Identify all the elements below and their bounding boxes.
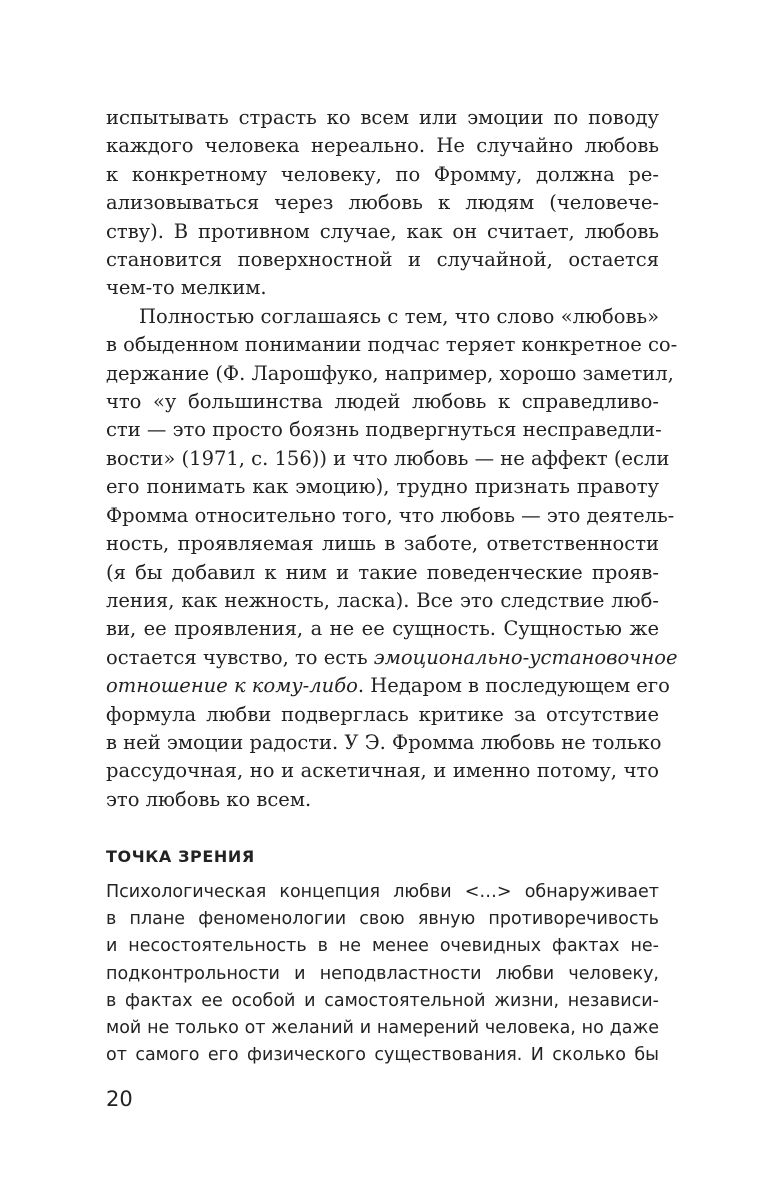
text-line: вости» (1971, с. 156)) и что любовь — не аффект (если bbox=[106, 446, 670, 470]
text-line: Полностью соглашаясь с тем, что слово «любовь» bbox=[139, 304, 659, 328]
text-line: Фромма относительно того, что любовь — это деятель- bbox=[106, 503, 675, 527]
quote-line: мой не только от желаний и намерений человека, но даже bbox=[106, 1018, 659, 1039]
text-line: ализовываться через любовь к людям (человече- bbox=[106, 191, 659, 215]
viewpoint-quote bbox=[106, 879, 659, 1069]
quote-line: от самого его физического существования. И сколько бы bbox=[106, 1045, 659, 1066]
text-line: испытывать страсть ко всем или эмоции по поводу bbox=[106, 106, 659, 129]
text-line: чем-то мелким. bbox=[106, 276, 267, 300]
text-fragment: . Недаром в последующем его bbox=[357, 674, 670, 698]
page-number: 20 bbox=[106, 1087, 133, 1111]
quote-line: и несостоятельность в не менее очевидных фактах не- bbox=[106, 936, 659, 957]
quote-line: в фактах ее особой и самостоятельной жизни, независи- bbox=[106, 990, 659, 1011]
text-line: в ней эмоции радости. У Э. Фромма любовь не только bbox=[106, 730, 662, 754]
quote-line: Психологическая концепция любви <…> обнаруживает bbox=[106, 882, 659, 902]
text-line bbox=[106, 644, 678, 672]
text-line: ления, как нежность, ласка). Все это следствие люб- bbox=[106, 588, 659, 612]
text-line: в обыденном понимании подчас теряет конкретное со- bbox=[106, 333, 678, 357]
text-line: формула любви подверглась критике за отсутствие bbox=[106, 702, 659, 726]
text-line: рассудочная, но и аскетичная, и именно потому, что bbox=[106, 759, 659, 783]
text-line: ность, проявляемая лишь в заботе, ответственности bbox=[106, 532, 659, 556]
text-line: что «у большинства людей любовь к справедливо- bbox=[106, 390, 659, 414]
text-line: держание (Ф. Ларошфуко, например, хорошо заметил, bbox=[106, 361, 674, 385]
quote-line: в плане феноменологии свою явную противоречивость bbox=[106, 909, 659, 930]
text-line: ви, ее проявления, а не ее сущность. Сущностью же bbox=[106, 617, 659, 641]
quote-line: подконтрольности и неподвластности любви человеку, bbox=[106, 963, 659, 984]
italic-emphasis: эмоционально-установочное bbox=[373, 645, 678, 669]
viewpoint-title: ТОЧКА ЗРЕНИЯ bbox=[106, 847, 255, 866]
paragraph-1 bbox=[106, 104, 659, 303]
text-line bbox=[106, 672, 670, 700]
text-line: становится поверхностной и случайной, остается bbox=[106, 248, 659, 272]
text-line: каждого человека нереально. Не случайно любовь bbox=[106, 134, 659, 158]
text-line: (я бы добавил к ним и такие поведенческие прояв- bbox=[106, 560, 659, 584]
italic-emphasis: отношение к кому-либо bbox=[106, 674, 358, 698]
text-line: ству). В противном случае, как он считает, любовь bbox=[106, 219, 659, 243]
paragraph-2 bbox=[106, 303, 678, 814]
text-fragment: остается чувство, то есть bbox=[106, 645, 374, 669]
text-line: к конкретному человеку, по Фромму, должна ре- bbox=[106, 162, 659, 186]
text-line: сти — это просто боязнь подвергнуться несправедли- bbox=[106, 418, 662, 442]
text-line: его понимать как эмоцию), трудно признать правоту bbox=[106, 475, 659, 499]
main-text bbox=[106, 104, 678, 814]
text-line: это любовь ко всем. bbox=[106, 787, 312, 811]
